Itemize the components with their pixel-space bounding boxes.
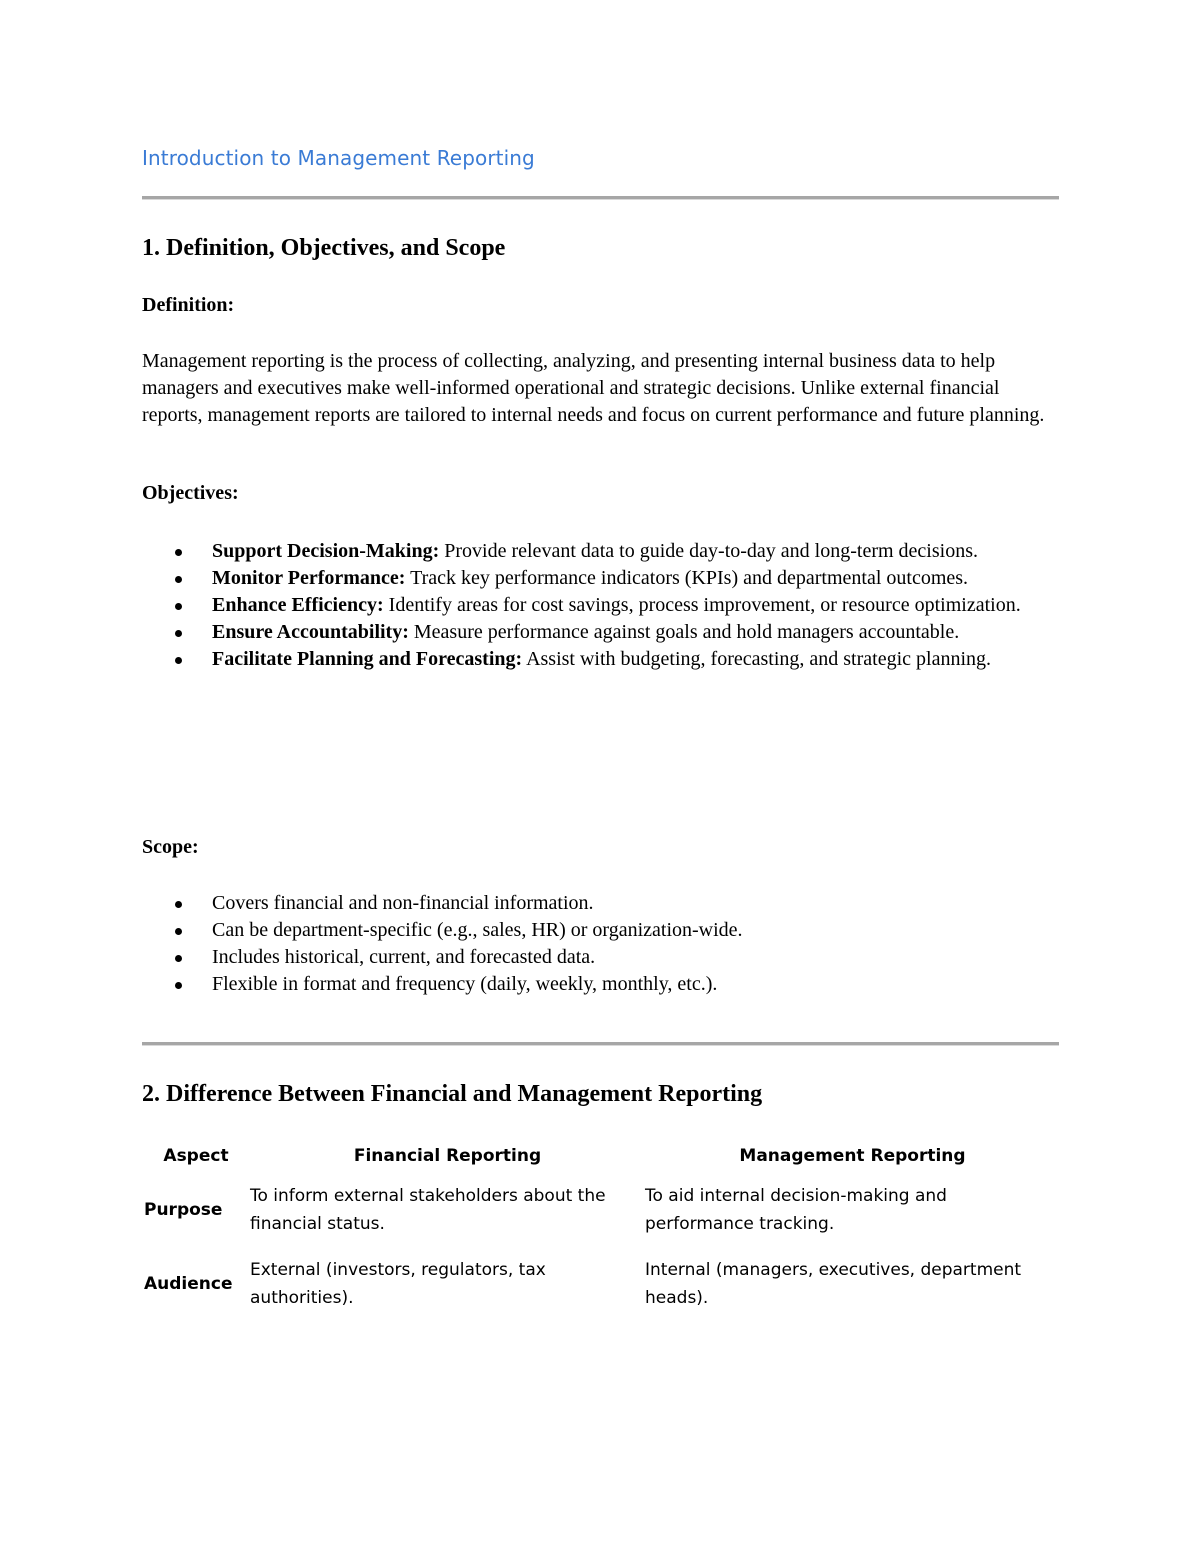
objective-term: Monitor Performance: xyxy=(212,567,406,589)
table-header-cell: Management Reporting xyxy=(739,1146,966,1166)
section-heading-difference: 2. Difference Between Financial and Management Reporting xyxy=(142,1081,763,1107)
bullet-icon xyxy=(175,955,182,962)
table-cell: Purpose xyxy=(144,1200,223,1220)
objectives-list xyxy=(142,538,1057,673)
scope-text: Flexible in format and frequency (daily, weekly, monthly, etc.). xyxy=(212,973,718,995)
table-cell: Audience xyxy=(144,1274,233,1294)
list-item xyxy=(142,917,1057,944)
list-item xyxy=(142,971,1057,998)
objective-text: Track key performance indicators (KPIs) and departmental outcomes. xyxy=(405,567,969,589)
scope-text: Can be department-specific (e.g., sales, HR) or organization-wide. xyxy=(212,919,743,941)
horizontal-rule xyxy=(142,1042,1059,1046)
table-cell: Internal (managers, executives, department heads). xyxy=(645,1260,1022,1308)
list-item xyxy=(142,890,1057,917)
objective-term: Facilitate Planning and Forecasting: xyxy=(212,648,523,670)
bullet-icon xyxy=(175,928,182,935)
table-cell: To aid internal decision-making and performance tracking. xyxy=(645,1186,947,1234)
objective-term: Support Decision-Making: xyxy=(212,540,440,562)
table-row xyxy=(142,1182,1060,1256)
objective-text: Identify areas for cost savings, process improvement, or resource optimization. xyxy=(383,594,1021,616)
definition-label: Definition: xyxy=(142,294,235,316)
bullet-icon xyxy=(175,630,182,637)
table-cell: External (investors, regulators, tax authorities). xyxy=(250,1260,546,1308)
list-item xyxy=(142,646,1057,673)
objectives-label: Objectives: xyxy=(142,482,239,504)
document-title: Introduction to Management Reporting xyxy=(142,146,535,170)
objective-term: Ensure Accountability: xyxy=(212,621,409,643)
bullet-icon xyxy=(175,657,182,664)
bullet-icon xyxy=(175,603,182,610)
bullet-icon xyxy=(175,549,182,556)
objective-text: Measure performance against goals and hold managers accountable. xyxy=(408,621,960,643)
scope-list xyxy=(142,890,1057,998)
horizontal-rule xyxy=(142,196,1059,200)
comparison-table xyxy=(142,1140,1060,1330)
scope-text: Covers financial and non-financial information. xyxy=(212,892,594,914)
table-header-row xyxy=(142,1140,1060,1182)
table-row xyxy=(142,1256,1060,1330)
bullet-icon xyxy=(175,901,182,908)
table-header-cell: Aspect xyxy=(163,1146,229,1166)
objective-term: Enhance Efficiency: xyxy=(212,594,384,616)
objective-text: Assist with budgeting, forecasting, and strategic planning. xyxy=(522,648,991,670)
scope-text: Includes historical, current, and forecasted data. xyxy=(212,946,596,968)
section-heading-definition: 1. Definition, Objectives, and Scope xyxy=(142,235,506,261)
definition-paragraph: Management reporting is the process of collecting, analyzing, and presenting internal business data to help managers and executives make well-informed operational and strategic decisions. Unlike external financial reports, management reports are tailored to internal needs and focus on current performance and future planning. xyxy=(142,350,1045,426)
bullet-icon xyxy=(175,982,182,989)
list-item xyxy=(142,944,1057,971)
list-item xyxy=(142,565,1057,592)
list-item xyxy=(142,538,1057,565)
table-header-cell: Financial Reporting xyxy=(353,1146,542,1166)
objective-text: Provide relevant data to guide day-to-day and long-term decisions. xyxy=(439,540,978,562)
list-item xyxy=(142,592,1057,619)
bullet-icon xyxy=(175,576,182,583)
scope-label: Scope: xyxy=(142,836,199,858)
table-cell: To inform external stakeholders about the financial status. xyxy=(250,1186,606,1234)
list-item xyxy=(142,619,1057,646)
